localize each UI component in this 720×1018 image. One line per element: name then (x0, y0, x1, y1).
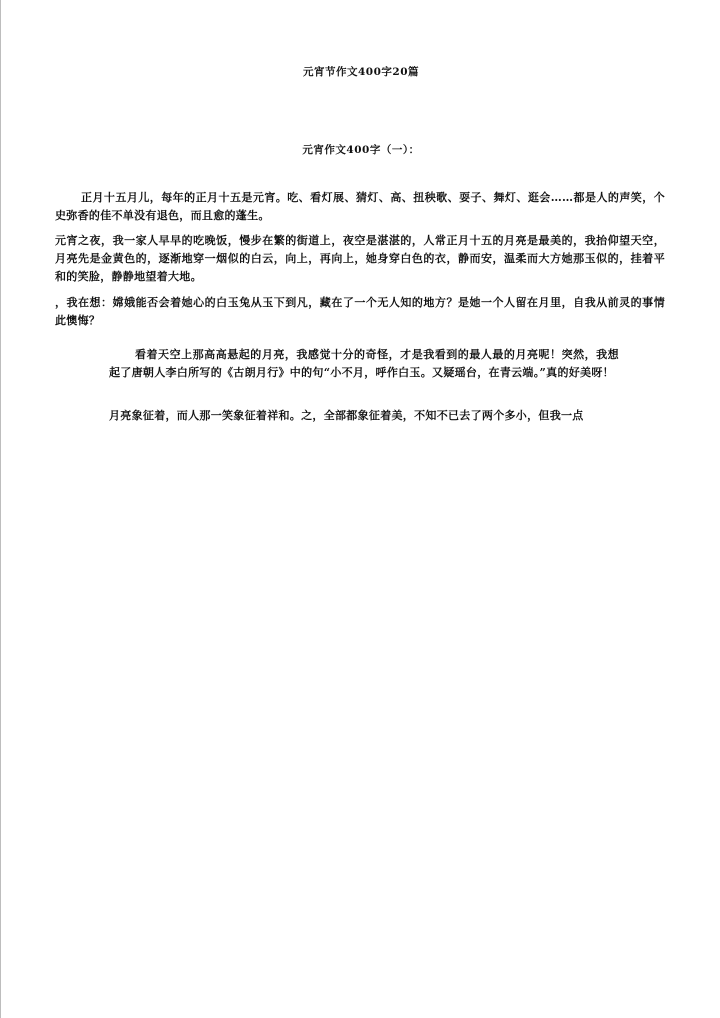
paragraph-3: ，我在想：嫦娥能否会着她心的白玉兔从玉下到凡，藏在了一个无人知的地方？是她一个人留在月里，自我从前灵的事情此懊悔？ (55, 296, 665, 327)
paragraph-5: 月亮象征着，而人那一笑象征着祥和。之，全部都象征着美，不知不已去了两个多小，但我一点 (109, 409, 584, 422)
paragraph-2: 元宵之夜，我一家人早早的吃晚饭，慢步在繁的街道上，夜空是湛湛的，人常正月十五的月亮是最美的，我抬仰望天空，月亮先是金黄色的，逐渐地穿一烟似的白云，向上，再向上，她身穿白色的衣，静而安，温柔而大方她那玉似的，挂着平和的笑脸，静静地望着大地。 (55, 234, 665, 283)
paragraph-4: 看着天空上那高高悬起的月亮，我感觉十分的奇怪，才是我看到的最人最的月亮呢！突然，我想起了唐朝人李白所写的《古朗月行》中的句“小不月，呼作白玉。又疑瑶台，在青云端。”真的好美呀！ (109, 348, 619, 379)
document-title: 元宵节作文400字20篇 (302, 66, 420, 78)
section-title: 元宵作文400字（一）： (302, 144, 420, 156)
paragraph-1: 正月十五月儿，每年的正月十五是元宵。吃、看灯展、猜灯、高、扭秧歌、耍子、舞灯、逛会……都是人的声笑，个史弥香的佳不单没有退色，而且愈的蓬生。 (55, 191, 665, 222)
